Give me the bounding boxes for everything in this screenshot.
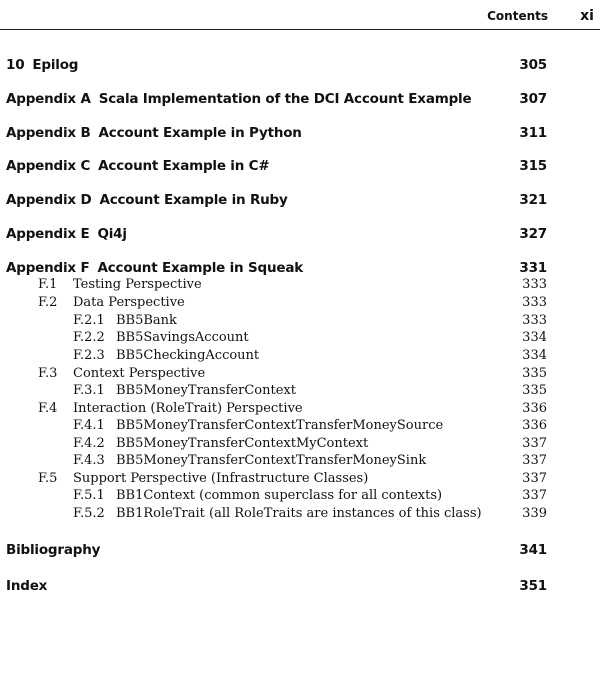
page-ref: 335	[522, 383, 547, 398]
section-number: F.2	[38, 295, 58, 310]
subsection-title: BB1Context (common superclass for all contexts)	[116, 488, 443, 503]
entry-title-group	[6, 57, 78, 73]
toc-subsection[interactable]	[0, 348, 600, 365]
page-ref: 337	[522, 471, 547, 486]
subsection-title: BB5Bank	[116, 313, 177, 328]
back-matter-title: Index	[6, 578, 48, 594]
subsection-title: BB5MoneyTransferContextMyContext	[116, 436, 369, 451]
toc-section[interactable]	[0, 366, 600, 383]
page-ref: 331	[519, 260, 547, 276]
appendix-title: Account Example in C#	[98, 158, 270, 174]
toc-subsection[interactable]	[0, 418, 600, 435]
page-number: xi	[580, 8, 594, 24]
toc-entry-appendix-c[interactable]	[0, 157, 600, 177]
toc-subsection[interactable]	[0, 383, 600, 400]
section-title: Context Perspective	[73, 366, 206, 381]
toc-entry-appendix-d[interactable]	[0, 191, 600, 211]
toc-entry-appendix-a[interactable]	[0, 90, 600, 110]
toc-subsection[interactable]	[0, 506, 600, 523]
toc-section[interactable]	[0, 277, 600, 294]
page-ref: 351	[519, 578, 547, 594]
appendix-title: Qi4j	[97, 226, 127, 242]
appendix-label: Appendix A	[6, 91, 91, 107]
appendix-title: Scala Implementation of the DCI Account Example	[98, 91, 472, 107]
page-ref: 321	[519, 192, 547, 208]
toc-subsection[interactable]	[0, 330, 600, 347]
entry-title-group	[6, 91, 471, 107]
toc-entry-appendix-e[interactable]	[0, 225, 600, 245]
toc-entry-index[interactable]	[0, 577, 600, 597]
toc-entry-epilog[interactable]	[0, 56, 600, 76]
subsection-title: BB5MoneyTransferContextTransferMoneySink	[116, 453, 427, 468]
subsection-title: BB5MoneyTransferContext	[116, 383, 296, 398]
appendix-label: Appendix B	[6, 125, 91, 141]
section-number: F.3	[38, 366, 58, 381]
toc-entry-bibliography[interactable]	[0, 541, 600, 561]
page-ref: 333	[522, 295, 547, 310]
toc-section[interactable]	[0, 471, 600, 488]
toc-subsection[interactable]	[0, 453, 600, 470]
appendix-title: Account Example in Python	[98, 125, 302, 141]
appendix-label: Appendix E	[6, 226, 90, 242]
toc-entry-appendix-f[interactable]	[0, 259, 600, 279]
page-ref: 333	[522, 313, 547, 328]
page-ref: 341	[519, 542, 547, 558]
page-ref: 315	[519, 158, 547, 174]
subsection-number: F.2.3	[73, 348, 105, 363]
subsection-number: F.2.2	[73, 330, 105, 345]
section-title: Support Perspective (Infrastructure Classes)	[73, 471, 369, 486]
section-number: F.1	[38, 277, 58, 292]
back-matter-title: Bibliography	[6, 542, 101, 558]
page-ref: 337	[522, 488, 547, 503]
subsection-title: BB5CheckingAccount	[116, 348, 260, 363]
page-ref: 337	[522, 436, 547, 451]
page-header	[0, 0, 600, 30]
chapter-title: Epilog	[32, 57, 79, 73]
subsection-number: F.3.1	[73, 383, 105, 398]
page-ref: 333	[522, 277, 547, 292]
page-ref: 327	[519, 226, 547, 242]
appendix-title: Account Example in Squeak	[97, 260, 304, 276]
section-number: F.5	[38, 471, 58, 486]
page-ref: 307	[519, 91, 547, 107]
chapter-number: 10	[6, 57, 25, 73]
toc-entry-appendix-b[interactable]	[0, 124, 600, 144]
entry-title-group	[6, 158, 269, 174]
toc-section[interactable]	[0, 295, 600, 312]
page-ref: 311	[519, 125, 547, 141]
entry-title-group	[6, 125, 302, 141]
entry-title-group	[6, 192, 288, 208]
appendix-label: Appendix C	[6, 158, 91, 174]
header-rule	[0, 29, 600, 30]
running-head: Contents	[487, 9, 548, 23]
subsection-number: F.4.3	[73, 453, 105, 468]
appendix-title: Account Example in Ruby	[99, 192, 288, 208]
page-ref: 335	[522, 366, 547, 381]
subsection-title: BB1RoleTrait (all RoleTraits are instances of this class)	[116, 506, 482, 521]
page-ref: 336	[522, 401, 547, 416]
subsection-number: F.2.1	[73, 313, 105, 328]
appendix-label: Appendix D	[6, 192, 92, 208]
subsection-number: F.4.2	[73, 436, 105, 451]
section-title: Testing Perspective	[73, 277, 202, 292]
toc-subsection[interactable]	[0, 436, 600, 453]
appendix-label: Appendix F	[6, 260, 90, 276]
entry-title-group	[6, 226, 127, 242]
page-ref: 305	[519, 57, 547, 73]
page-ref: 334	[522, 330, 547, 345]
section-title: Interaction (RoleTrait) Perspective	[73, 401, 303, 416]
section-number: F.4	[38, 401, 58, 416]
entry-title-group	[6, 260, 303, 276]
toc-section[interactable]	[0, 401, 600, 418]
subsection-number: F.5.2	[73, 506, 105, 521]
page-ref: 337	[522, 453, 547, 468]
page-ref: 336	[522, 418, 547, 433]
page-ref: 334	[522, 348, 547, 363]
page-ref: 339	[522, 506, 547, 521]
toc-subsection[interactable]	[0, 313, 600, 330]
subsection-title: BB5SavingsAccount	[116, 330, 249, 345]
subsection-title: BB5MoneyTransferContextTransferMoneySource	[116, 418, 444, 433]
section-title: Data Perspective	[73, 295, 185, 310]
toc-subsection[interactable]	[0, 488, 600, 505]
subsection-number: F.5.1	[73, 488, 105, 503]
subsection-number: F.4.1	[73, 418, 105, 433]
